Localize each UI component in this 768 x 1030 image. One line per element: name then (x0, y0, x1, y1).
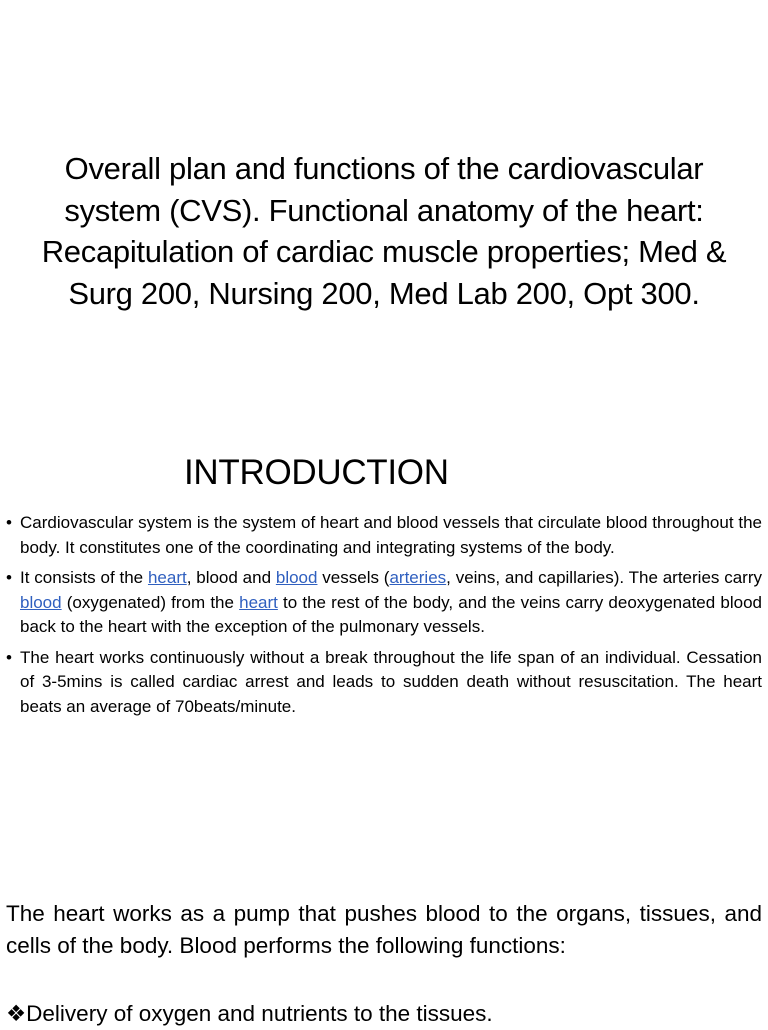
bullet-text-segment: (oxygenated) from the (61, 592, 240, 612)
bullet-text-segment: , blood and (186, 568, 276, 587)
slide-title: Overall plan and functions of the cardiovascular system (CVS). Functional anatomy of the heart: Recapitulation of cardiac muscle properties; Med & Surg 200, Nursing 200, Med Lab 200, Opt 300. (41, 151, 727, 311)
bullet-text: Cardiovascular system is the system of heart and blood vessels that circulate blood throughout the body. It constitutes one of the coordinating and integrating systems of the body. (20, 513, 762, 557)
pump-paragraph: The heart works as a pump that pushes blood to the organs, tissues, and cells of the body. Blood performs the following functions: (6, 901, 762, 958)
blood-link[interactable]: blood (275, 568, 318, 587)
bullet-dot-icon: • (6, 647, 12, 667)
heart-link[interactable]: heart (147, 568, 187, 587)
bullet-item-cardiovascular-system (6, 511, 762, 560)
bullet-text-segment: , veins, and capillaries). The arteries carry (446, 568, 762, 587)
bullet-dot-icon: • (6, 568, 12, 587)
bullet-dot-icon: • (6, 513, 12, 532)
blood-link-2[interactable]: blood (20, 592, 62, 612)
bullet-text-segment: It consists of the (20, 568, 148, 587)
diamond-bullet-icon: ❖ (6, 1001, 27, 1026)
introduction-heading: INTRODUCTION (184, 453, 449, 492)
function-list-item (6, 998, 762, 1030)
arteries-link[interactable]: arteries (389, 568, 447, 587)
bullet-item-heart-works (6, 646, 762, 720)
heart-link-2[interactable]: heart (239, 592, 278, 612)
bullet-item-components (6, 566, 762, 640)
bullet-text: The heart works continuously without a break throughout the life span of an individual. Cessation of 3-5mins is called cardiac arrest and leads to sudden death without resuscitation. The heart beats an average of 70beats/minute. (20, 647, 762, 716)
function-text: Delivery of oxygen and nutrients to the tissues. (26, 1001, 493, 1026)
introduction-bullet-list (6, 511, 762, 725)
bullet-text-segment: to the rest of the body, and the veins carry deoxygenated blood back to the heart with the exception of the pulmonary vessels. (20, 592, 762, 636)
bullet-text-segment: vessels ( (317, 568, 390, 587)
